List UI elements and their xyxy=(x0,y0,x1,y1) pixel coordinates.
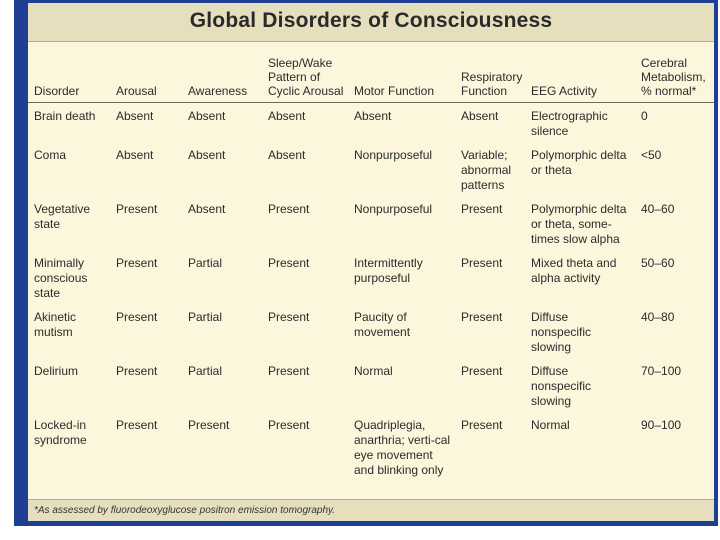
table-panel xyxy=(28,3,714,521)
cell-respiratory: Present xyxy=(461,309,503,324)
title-bar xyxy=(28,3,714,42)
cell-arousal: Present xyxy=(116,309,158,324)
cell-respiratory: Present xyxy=(461,363,503,378)
table-row xyxy=(28,358,714,412)
cell-respiratory: Present xyxy=(461,417,503,432)
cell-eeg: Polymorphic delta or theta, some-times slow alpha xyxy=(531,201,627,246)
cell-arousal: Absent xyxy=(116,147,154,162)
footnote: *As assessed by fluorodeoxyglucose positron emission tomography. xyxy=(34,505,336,516)
cell-respiratory: Present xyxy=(461,255,503,270)
cell-awareness: Partial xyxy=(188,255,223,270)
cell-eeg: Mixed theta and alpha activity xyxy=(531,255,617,285)
col-header-arousal: Arousal xyxy=(110,42,182,102)
table-row xyxy=(28,196,714,250)
cell-arousal: Absent xyxy=(116,108,154,123)
table-row xyxy=(28,102,714,142)
cell-sleep-wake: Absent xyxy=(268,147,306,162)
table-row xyxy=(28,250,714,304)
cell-sleep-wake: Present xyxy=(268,309,310,324)
cell-metabolism: 90–100 xyxy=(641,417,682,432)
cell-arousal: Present xyxy=(116,201,158,216)
col-header-awareness: Awareness xyxy=(182,42,262,102)
cell-disorder: Coma xyxy=(34,147,67,162)
cell-motor: Intermittently purposeful xyxy=(354,255,423,285)
col-header-metabolism: Cerebral Metabolism, % normal* xyxy=(635,42,714,102)
cell-awareness: Partial xyxy=(188,363,223,378)
footnote-bar xyxy=(28,499,714,521)
cell-arousal: Present xyxy=(116,255,158,270)
cell-metabolism: <50 xyxy=(641,147,662,162)
cell-metabolism: 40–60 xyxy=(641,201,675,216)
cell-disorder: Brain death xyxy=(34,108,96,123)
cell-motor: Nonpurposeful xyxy=(354,201,433,216)
cell-sleep-wake: Present xyxy=(268,201,310,216)
cell-metabolism: 50–60 xyxy=(641,255,675,270)
cell-disorder: Delirium xyxy=(34,363,79,378)
col-header-eeg: EEG Activity xyxy=(525,42,635,102)
cell-awareness: Absent xyxy=(188,108,226,123)
col-header-motor: Motor Function xyxy=(348,42,455,102)
cell-sleep-wake: Present xyxy=(268,363,310,378)
cell-eeg: Diffuse nonspecific slowing xyxy=(531,363,592,408)
cell-eeg: Normal xyxy=(531,417,570,432)
cell-respiratory: Variable; abnormal patterns xyxy=(461,147,512,192)
col-header-respiratory: Respiratory Function xyxy=(455,42,525,102)
table-row xyxy=(28,142,714,196)
cell-sleep-wake: Present xyxy=(268,417,310,432)
cell-respiratory: Present xyxy=(461,201,503,216)
cell-arousal: Present xyxy=(116,363,158,378)
cell-sleep-wake: Absent xyxy=(268,108,306,123)
cell-arousal: Present xyxy=(116,417,158,432)
table-row xyxy=(28,412,714,481)
cell-awareness: Absent xyxy=(188,147,226,162)
cell-motor: Absent xyxy=(354,108,392,123)
cell-awareness: Absent xyxy=(188,201,226,216)
cell-eeg: Diffuse nonspecific slowing xyxy=(531,309,592,354)
cell-respiratory: Absent xyxy=(461,108,499,123)
cell-motor: Normal xyxy=(354,363,393,378)
cell-motor: Quadriplegia, anarthria; verti-cal eye movement and blinking only xyxy=(354,417,451,477)
disorders-table xyxy=(28,42,714,481)
cell-eeg: Polymorphic delta or theta xyxy=(531,147,627,177)
cell-eeg: Electrographic silence xyxy=(531,108,608,138)
table-row xyxy=(28,304,714,358)
cell-metabolism: 70–100 xyxy=(641,363,682,378)
cell-metabolism: 0 xyxy=(641,108,648,123)
cell-awareness: Present xyxy=(188,417,230,432)
col-header-disorder: Disorder xyxy=(28,42,110,102)
cell-motor: Paucity of movement xyxy=(354,309,411,339)
table-title: Global Disorders of Consciousness xyxy=(189,9,553,32)
cell-motor: Nonpurposeful xyxy=(354,147,433,162)
cell-disorder: Akinetic mutism xyxy=(34,309,77,339)
cell-disorder: Locked-in syndrome xyxy=(34,417,87,447)
header-row xyxy=(28,42,714,102)
cell-metabolism: 40–80 xyxy=(641,309,675,324)
cell-sleep-wake: Present xyxy=(268,255,310,270)
col-header-sleep-wake: Sleep/Wake Pattern of Cyclic Arousal xyxy=(262,42,348,102)
cell-disorder: Vegetative state xyxy=(34,201,91,231)
cell-disorder: Minimally conscious state xyxy=(34,255,88,300)
cell-awareness: Partial xyxy=(188,309,223,324)
